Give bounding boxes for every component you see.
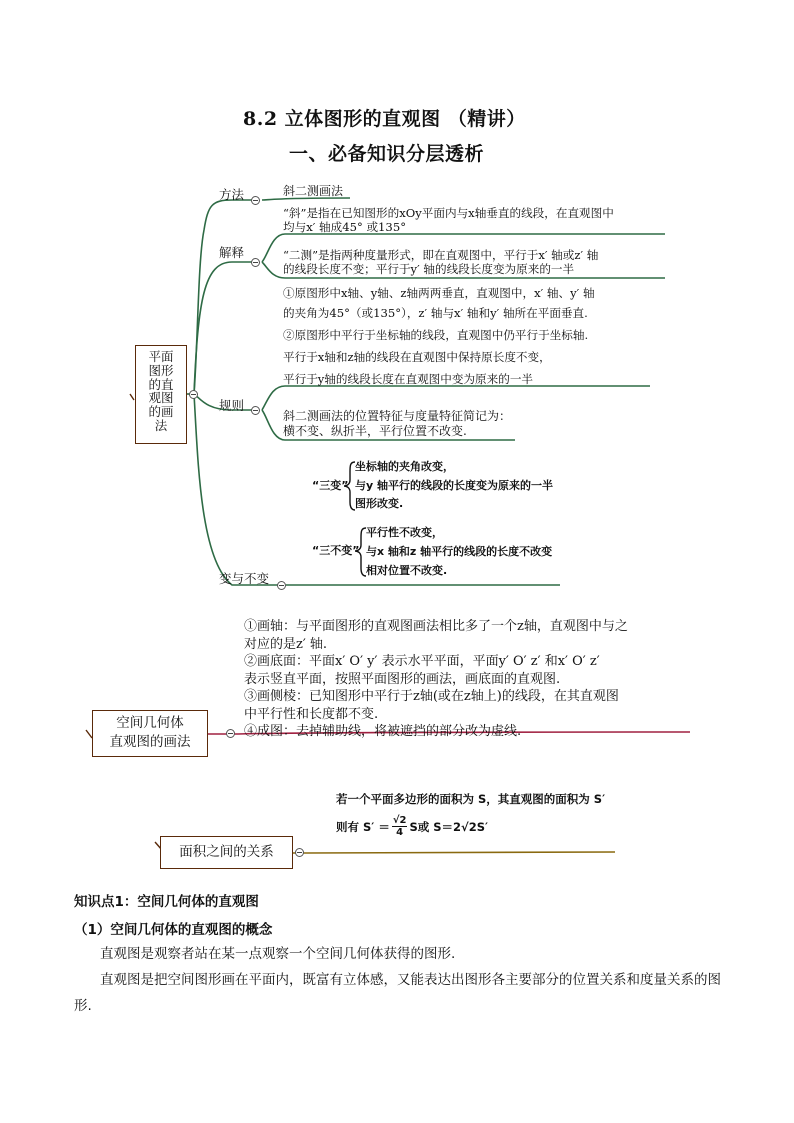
fangfa-text: 斜二测画法 (283, 184, 344, 198)
collapse-mindmap-2-icon[interactable] (226, 729, 235, 738)
jieshi-item-2-line-2: 的线段长度不变；平行于y′ 轴的线段长度变为原来的一半 (283, 262, 575, 276)
formula-denominator: 4 (396, 827, 404, 838)
mindmap-2-line-5: ③画侧棱：已知图形中平行于z轴(或在z轴上)的线段，在其直观图 (244, 689, 619, 704)
sanbubian-item-2: 与x 轴和z 轴平行的线段的长度不改变 (366, 545, 553, 558)
mindmap-2-line-2: 对应的是z′ 轴. (244, 636, 328, 652)
sanbian-item-1: 坐标轴的夹角改变， (355, 460, 454, 473)
formula-numerator: √2 (392, 815, 407, 826)
knowledge-subheading: （1）空间几何体的直观图的概念 (74, 922, 273, 938)
knowledge-heading: 知识点1：空间几何体的直观图 (74, 894, 259, 910)
formula-prefix: 则有 S′ ＝ (336, 819, 390, 834)
jieshi-item-1-line-2: 均与x′ 轴成45° 或135° (283, 220, 406, 234)
guize-summary-line-2: 横不变、纵折半，平行位置不改变. (283, 424, 467, 438)
sanbubian-item-1: 平行性不改变， (366, 526, 443, 539)
jieshi-item-1-line-1: “斜”是指在已知图形的xOy平面内与x轴垂直的线段，在直观图中 (283, 206, 614, 220)
mindmap-2-text (244, 618, 628, 741)
sanbian-item-3: 图形改变. (355, 497, 404, 510)
knowledge-paragraph-1: 直观图是观察者站在某一点观察一个空间几何体获得的图形. (100, 946, 456, 962)
collapse-fangfa-icon[interactable] (251, 196, 260, 205)
branch-fangfa-label: 方法 (219, 187, 245, 202)
collapse-bianyu-icon[interactable] (277, 581, 286, 590)
page-title: 8.2 立体图形的直观图 （精讲） (243, 108, 526, 130)
mindmap-3-box-label: 面积之间的关系 (179, 844, 274, 860)
branch-bianyu-label: 变与不变 (219, 571, 270, 586)
sanbubian-item-3: 相对位置不改变. (366, 564, 448, 577)
branch-jieshi-label: 解释 (219, 245, 245, 260)
collapse-jieshi-icon[interactable] (251, 258, 260, 267)
guize-line-5: 平行于y轴的线段长度在直观图中变为原来的一半 (283, 372, 534, 386)
sanbubian-label: “三不变” (312, 544, 360, 557)
root-label: 平面 图形 的直 观图 的画 法 (148, 349, 174, 433)
mindmap-2-box-line-1: 空间几何体 (116, 715, 184, 731)
mindmap-2-line-6: 中平行性和长度都不变. (244, 706, 379, 722)
guize-line-1: ①原图形中x轴、y轴、z轴两两垂直，直观图中，x′ 轴、y′ 轴 (283, 286, 595, 300)
mindmap-3-box (160, 836, 293, 869)
mindmap-3-line-2 (336, 815, 488, 838)
formula-suffix: S或 S＝2√2S′ (409, 819, 489, 834)
guize-line-2: 的夹角为45°（或135°），z′ 轴与x′ 轴和y′ 轴所在平面垂直. (283, 306, 588, 320)
mindmap-2-box (92, 710, 208, 757)
mindmap-1-root (135, 345, 187, 444)
sanbian-item-2: 与y 轴平行的线段的长度变为原来的一半 (355, 479, 553, 492)
mindmap-3-line-1: 若一个平面多边形的面积为 S，其直观图的面积为 S′ (336, 792, 606, 806)
collapse-root-icon[interactable] (189, 390, 198, 399)
mindmap-2-line-1: ①画轴：与平面图形的直观图画法相比多了一个z轴，直观图中与之 (244, 619, 628, 634)
guize-summary-line-1: 斜二测画法的位置特征与度量特征简记为： (283, 409, 512, 423)
mindmap-2-line-3: ②画底面：平面x′ O′ y′ 表示水平平面，平面y′ O′ z′ 和x′ O′ z′ (244, 654, 600, 669)
branch-guize-label: 规则 (219, 398, 245, 413)
collapse-guize-icon[interactable] (251, 406, 260, 415)
collapse-mindmap-3-icon[interactable] (295, 848, 304, 857)
jieshi-item-2-line-1: “二测”是指两种度量形式，即在直观图中，平行于x′ 轴或z′ 轴 (283, 248, 599, 262)
page-subtitle: 一、必备知识分层透析 (289, 143, 485, 165)
guize-line-3: ②原图形中平行于坐标轴的线段，直观图中仍平行于坐标轴. (283, 328, 589, 342)
mindmap-2-line-7: ④成图：去掉辅助线，将被遮挡的部分改为虚线. (244, 724, 522, 739)
formula-fraction (392, 815, 408, 838)
guize-line-4: 平行于x轴和z轴的线段在直观图中保持原长度不变， (283, 350, 551, 364)
knowledge-paragraph-2: 直观图是把空间图形画在平面内，既富有立体感，又能表达出图形各主要部分的位置关系和度量关系的图形. (74, 972, 721, 1014)
mindmap-2-line-4: 表示竖直平面，按照平面图形的画法，画底面的直观图. (244, 671, 561, 687)
sanbian-label: “三变” (312, 479, 349, 492)
mindmap-2-box-line-2: 直观图的画法 (109, 734, 191, 750)
